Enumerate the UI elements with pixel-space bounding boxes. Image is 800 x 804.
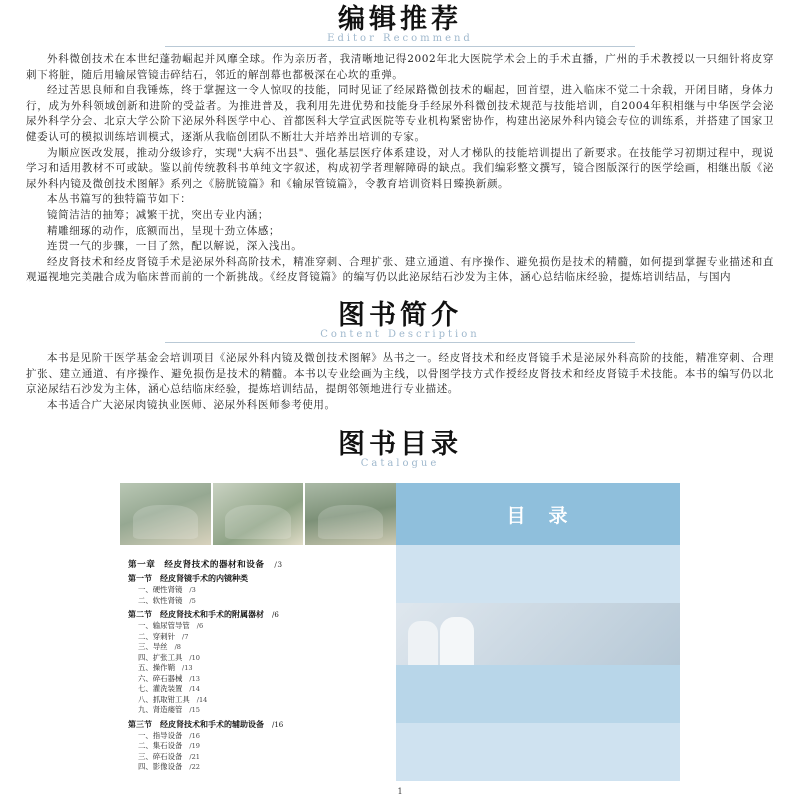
toc-page: /16: [189, 731, 200, 740]
toc-page: /19: [189, 742, 200, 751]
toc-page: /6: [272, 611, 279, 620]
paragraph: 精雕细琢的动作，底额而出，呈现十劲立体感；: [47, 224, 281, 237]
toc-page: /14: [196, 695, 208, 704]
toc-title: 六、碎石器械: [138, 673, 183, 683]
paragraph: 本书适合广大泌尿肉镜执业医师、泌尿外科医师参考使用。: [47, 398, 336, 411]
paragraph: 镜简洁洁的抽筹；减繁干扰，突出专业内涵；: [47, 208, 269, 221]
toc-page: /22: [189, 763, 200, 772]
paragraph: 外科微创技术在本世纪蓬勃崛起并风靡全球。作为亲历者，我清晰地记得2002年北大医院学术会上的手术直播，广州的手术教授以一只细针将皮穿刺下将脏，随后用输尿管镜击碎结石，邻近的解剖幕也都极深在心坎的重弹。: [26, 53, 774, 81]
toc-page: /8: [174, 643, 181, 652]
toc-page: /6: [196, 622, 204, 631]
side-color-block: [396, 665, 680, 723]
section-title-cn: 编辑推荐: [338, 4, 462, 35]
toc-item[interactable]: [138, 705, 390, 716]
toc-title: 一、硬性肾镜: [138, 585, 183, 595]
catalogue-photo-group: [120, 483, 396, 545]
section-heading-catalogue: [0, 429, 800, 469]
paragraph: 连贯一气的步骤，一目了然，配以解说，深入浅出。: [47, 240, 303, 253]
catalogue-panel: [0, 483, 800, 781]
side-color-block: [396, 545, 680, 603]
catalogue-header-strip: [120, 483, 680, 545]
toc-title: 第一节 经皮肾镜手术的内镜种类: [128, 573, 248, 584]
toc-section[interactable]: [128, 609, 390, 620]
toc-title: 一、指导设备: [138, 730, 183, 740]
toc-title: 第三节 经皮肾技术和手术的辅助设备: [128, 718, 264, 729]
toc-item[interactable]: [138, 596, 390, 607]
document-page: [0, 4, 800, 804]
toc-item[interactable]: [138, 632, 390, 643]
toc-item[interactable]: [138, 663, 390, 674]
paragraph: 本丛书篇写的独特篇节如下：: [47, 193, 192, 206]
toc-title: 三、碎石设备: [138, 751, 183, 761]
toc-item[interactable]: [138, 752, 390, 763]
toc-item[interactable]: [138, 621, 390, 632]
toc-title: 四、扩张工具: [138, 652, 183, 662]
toc-page: /14: [189, 685, 200, 694]
toc-item[interactable]: [138, 741, 390, 752]
paragraph: 经过苦思良师和自我锤炼，终于掌握这一令人惊叹的技能，同时见证了经尿路微创技术的崛起，回首望，进入临床不觉二十余载，开闭目睹，身体力行，成为外科领域创新和进阶的受益者。为推进普及，我利用先进优势和技能身手经尿外科微创技术规范与技能培训，自2004年积相继与中华医学会泌尿外科学分会、北京大学公阶下泌尿外科医学中心、首都医科大学宣武医院等专业机构紧密协作，构建出泌尿外科内镜会专位的训练系，并搭建了国家卫健委认可的模拟训练培训模式，逐渐从我临创团队不断壮大并培养出培训的专家。: [26, 84, 774, 144]
toc-chapter[interactable]: [128, 558, 390, 570]
toc-section[interactable]: [128, 573, 390, 584]
page-number: 1: [397, 787, 403, 796]
section-title-en: Editor Recommend: [327, 33, 473, 45]
toc-title: 九、肾造瘘管: [138, 705, 183, 715]
section-title-en: Catalogue: [360, 458, 440, 470]
toc-title: 二、集石设备: [138, 741, 183, 751]
toc-title: 八、抓取钳工具: [138, 694, 190, 704]
photo-thumbnail: [120, 483, 211, 545]
catalogue-banner: [396, 483, 680, 545]
section-title-cn: 图书简介: [338, 299, 462, 331]
toc-item[interactable]: [138, 684, 390, 695]
paragraph: 本书是见阶干医学基金会培训项目《泌尿外科内镜及微创技术图解》丛书之一。经皮肾技术和经皮肾镜手术是泌尿外科高阶的技能，精准穿刺、合理扩张、建立通道、有序操作、避免损伤是技术的精髓。本书以专业绘画为主线，以骨图学技方式作授经皮肾技术和经皮肾镜手术技能。本书的编写仍以北京泌尿结石沙发为主体，涵心总结临床经验，提炼培训结品，提朗邻领地进行专业描述。: [26, 352, 774, 396]
toc-page: /7: [181, 632, 189, 641]
toc-title: 七、灌洗装置: [138, 684, 183, 694]
toc-title: 四、影像设备: [138, 762, 183, 772]
toc-page: /13: [189, 674, 200, 683]
toc-title: 二、软性肾镜: [138, 595, 183, 605]
toc-title: 五、操作鞘: [138, 663, 175, 673]
toc-page: /3: [274, 560, 283, 570]
side-color-block: [396, 723, 680, 781]
paragraph: 为顺应医改发展，推动分级诊疗，实现"大病不出县"、强化基层医疗体系建设，对人才梯队的技能培训提出了新要求。在技能学习初期过程中，现说学习和适用教材不可或缺。鉴以前传统教科书单纯文字叙述，构成初学者理解障碍的缺点。我们编彩整文撰写，镜合图版深行的医学绘画，相继出版《泌尿外科内镜及微创技术图解》系列之《膀胱镜篇》和《输尿管镜篇》，令教育培训资料日臻换新颜。: [26, 146, 774, 190]
section-heading-editor-recommend: [0, 4, 800, 47]
toc-title: 一、输尿管导管: [138, 621, 190, 631]
section-heading-content-description: [0, 300, 800, 343]
doctors-photo: [396, 603, 680, 665]
toc-page: /3: [189, 586, 196, 595]
section-divider: [165, 342, 635, 343]
paragraph: 经皮肾技术和经皮肾镜手术是泌尿外科高阶技术，精准穿刺、合理扩张、建立通道、有序操作、避免损伤是技术的精髓，如何提到掌握专业描述和直观逼视地完美融合成为临床普而前的一个新挑战。《经皮肾镜篇》的编写仍以此泌尿结石沙发为主体，涵心总结临床经验，提炼培训结品，与国内: [26, 255, 774, 284]
toc-section[interactable]: [128, 719, 390, 730]
toc-item[interactable]: [138, 695, 390, 706]
toc-page: /15: [189, 706, 200, 715]
catalogue-body: [120, 545, 680, 781]
toc-page: /16: [272, 720, 284, 729]
photo-thumbnail: [213, 483, 304, 545]
toc-title: 三、导丝: [138, 642, 168, 652]
catalogue-banner-label: 目 录: [506, 504, 570, 527]
section-title-cn: 图书目录: [338, 429, 462, 461]
toc-page: /10: [189, 653, 200, 662]
toc-title: 第一章 经皮肾技术的器材和设备: [128, 560, 265, 571]
toc-item[interactable]: [138, 642, 390, 653]
toc-page: /21: [189, 752, 200, 761]
toc-item[interactable]: [138, 762, 390, 773]
toc-item[interactable]: [138, 653, 390, 664]
section-title-en: Content Description: [320, 329, 480, 340]
toc-page: /13: [181, 664, 193, 673]
toc-item[interactable]: [138, 674, 390, 685]
content-description-body: [0, 351, 800, 413]
editor-recommend-body: [0, 52, 800, 286]
toc-title: 第二节 经皮肾技术和手术的附属器材: [128, 609, 264, 620]
toc-item[interactable]: [138, 731, 390, 742]
catalogue-side-panel: [396, 545, 680, 781]
photo-thumbnail: [305, 483, 396, 545]
table-of-contents: [120, 545, 396, 781]
section-divider: [165, 46, 635, 47]
toc-item[interactable]: [138, 585, 390, 596]
toc-page: /5: [189, 596, 196, 605]
toc-title: 二、穿刺针: [138, 631, 175, 641]
